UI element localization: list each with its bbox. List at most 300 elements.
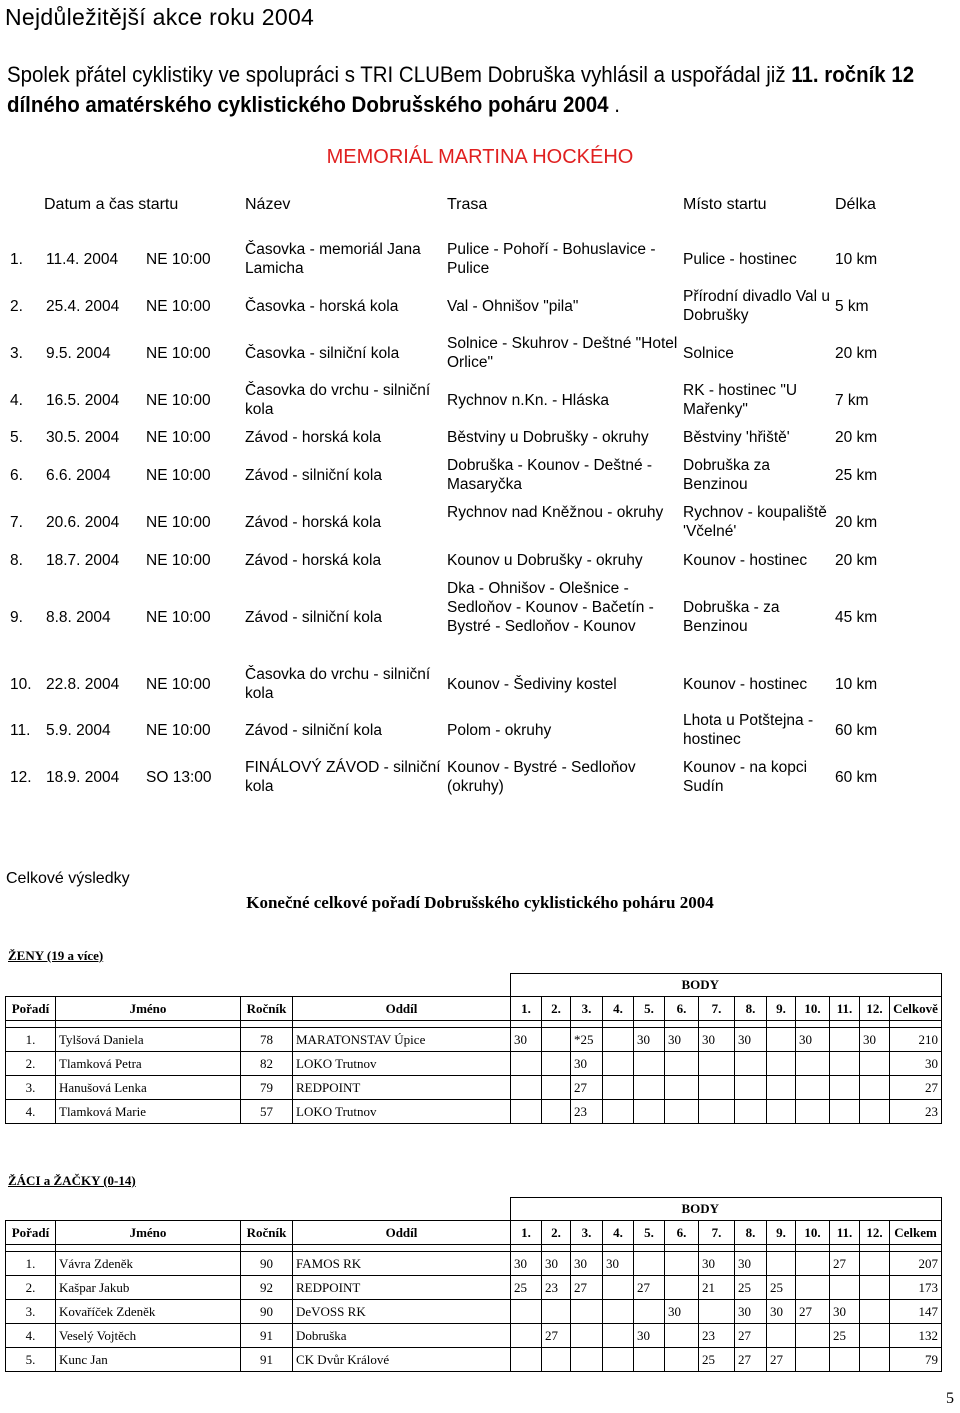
- youth-cell-r5-c16: [860, 1348, 890, 1372]
- schedule-row-11-length: 60 km: [835, 721, 878, 739]
- youth-cell-r1-c3: 90: [241, 1252, 293, 1276]
- youth-cell-r1-c2: Vávra Zdeněk: [56, 1252, 241, 1276]
- table-row: [6, 1276, 942, 1300]
- schedule-row-6-name: Závod - silniční kola: [245, 466, 382, 484]
- schedule-row-12-num: 12.: [10, 768, 32, 786]
- youth-cell-r3-c11: [699, 1300, 735, 1324]
- youth-body-label: BODY: [511, 1198, 890, 1221]
- schedule-row-4-length: 7 km: [835, 391, 869, 409]
- women-header-8: 4.: [603, 997, 634, 1021]
- youth-cell-r1-c16: [860, 1252, 890, 1276]
- women-cell-r2-c7: 30: [571, 1052, 603, 1076]
- intro-text-end: .: [608, 92, 620, 117]
- youth-cell-r1-c6: 30: [542, 1252, 571, 1276]
- women-category-title: ŽENY (19 a více): [8, 948, 104, 963]
- schedule-row-8-name: Závod - horská kola: [245, 551, 382, 569]
- youth-cell-r2-c4: REDPOINT: [293, 1276, 511, 1300]
- schedule-row-5-name: Závod - horská kola: [245, 428, 382, 446]
- youth-cell-r3-c2: Kovaříček Zdeněk: [56, 1300, 241, 1324]
- youth-cell-r1-c7: 30: [571, 1252, 603, 1276]
- women-cell-r2-c17: 30: [890, 1052, 942, 1076]
- women-cell-r3-c15: [830, 1076, 860, 1100]
- women-cell-r2-c15: [830, 1052, 860, 1076]
- table-row: [6, 1348, 942, 1372]
- women-cell-r1-c7: *25: [571, 1028, 603, 1052]
- schedule-row-9-place: Dobruška - za Benzinou: [683, 599, 780, 635]
- schedule-row-1-time: NE 10:00: [146, 250, 211, 268]
- youth-cell-r3-c15: 30: [830, 1300, 860, 1324]
- youth-cell-r2-c3: 92: [241, 1276, 293, 1300]
- women-cell-r2-c2: Tlamková Petra: [56, 1052, 241, 1076]
- youth-cell-r1-c9: [634, 1252, 665, 1276]
- schedule-row-10-num: 10.: [10, 675, 32, 693]
- youth-cell-r2-c16: [860, 1276, 890, 1300]
- schedule-row-12-route: Kounov - Bystré - Sedloňov (okruhy): [447, 759, 636, 795]
- youth-cell-r2-c1: 2.: [6, 1276, 56, 1300]
- schedule-row-2-name: Časovka - horská kola: [245, 297, 399, 315]
- women-header-12: 8.: [735, 997, 767, 1021]
- schedule-row-11-name: Závod - silniční kola: [245, 721, 382, 739]
- women-cell-r3-c13: [767, 1076, 796, 1100]
- schedule-row-6-num: 6.: [10, 466, 23, 484]
- schedule-row-1-length: 10 km: [835, 250, 878, 268]
- table-row: [6, 1252, 942, 1276]
- youth-cell-r1-c14: [796, 1252, 830, 1276]
- women-header-16: 12.: [860, 997, 890, 1021]
- youth-header-11: 7.: [699, 1221, 735, 1245]
- schedule-row-1-num: 1.: [10, 250, 23, 268]
- schedule-row-2-route: Val - Ohnišov "pila": [447, 297, 579, 315]
- youth-header-14: 10.: [796, 1221, 830, 1245]
- youth-cell-r3-c9: [634, 1300, 665, 1324]
- table-row: [6, 1052, 942, 1076]
- youth-cell-r4-c16: [860, 1324, 890, 1348]
- youth-cell-r4-c12: 27: [735, 1324, 767, 1348]
- youth-cell-r2-c7: 27: [571, 1276, 603, 1300]
- women-cell-r3-c16: [860, 1076, 890, 1100]
- schedule-row-3-place: Solnice: [683, 344, 734, 362]
- women-cell-r3-c6: [542, 1076, 571, 1100]
- youth-header-6: 2.: [542, 1221, 571, 1245]
- women-cell-r3-c3: 79: [241, 1076, 293, 1100]
- youth-cell-r5-c7: [571, 1348, 603, 1372]
- youth-cell-r1-c10: [665, 1252, 699, 1276]
- youth-header-10: 6.: [665, 1221, 699, 1245]
- schedule-row-12-name: FINÁLOVÝ ZÁVOD - silniční kola: [245, 759, 441, 795]
- schedule-row-3-length: 20 km: [835, 344, 878, 362]
- intro-paragraph: [7, 60, 915, 120]
- women-header-17: Celkově: [890, 997, 942, 1021]
- schedule-row-2-place: Přírodní divadlo Val u Dobrušky: [683, 288, 831, 324]
- youth-cell-r5-c4: CK Dvůr Králové: [293, 1348, 511, 1372]
- schedule-row-4-date: 16.5. 2004: [46, 391, 120, 409]
- youth-cell-r1-c15: 27: [830, 1252, 860, 1276]
- youth-cell-r3-c8: [603, 1300, 634, 1324]
- schedule-row-6-time: NE 10:00: [146, 466, 211, 484]
- youth-header-8: 4.: [603, 1221, 634, 1245]
- schedule-row-4-place: RK - hostinec "U Mařenky": [683, 382, 798, 418]
- intro-text: Spolek přátel cyklistiky ve spolupráci s TRI CLUBem Dobruška vyhlásil a uspořádal již: [7, 62, 792, 87]
- schedule-row-2-date: 25.4. 2004: [46, 297, 120, 315]
- youth-cell-r3-c4: DeVOSS RK: [293, 1300, 511, 1324]
- schedule-row-7-name: Závod - horská kola: [245, 513, 382, 531]
- schedule-row-12-date: 18.9. 2004: [46, 768, 120, 786]
- schedule-row-1-name: Časovka - memoriál Jana Lamicha: [245, 241, 421, 277]
- youth-cell-r4-c14: [796, 1324, 830, 1348]
- women-cell-r4-c17: 23: [890, 1100, 942, 1124]
- youth-cell-r2-c6: 23: [542, 1276, 571, 1300]
- youth-cell-r1-c17: 207: [890, 1252, 942, 1276]
- youth-cell-r5-c14: [796, 1348, 830, 1372]
- women-cell-r2-c8: [603, 1052, 634, 1076]
- schedule-row-2-length: 5 km: [835, 297, 869, 315]
- women-cell-r3-c5: [511, 1076, 542, 1100]
- women-cell-r1-c13: [767, 1028, 796, 1052]
- youth-cell-r5-c15: [830, 1348, 860, 1372]
- youth-cell-r2-c5: 25: [511, 1276, 542, 1300]
- schedule-row-2-time: NE 10:00: [146, 297, 211, 315]
- women-cell-r1-c1: 1.: [6, 1028, 56, 1052]
- schedule-row-8-length: 20 km: [835, 551, 878, 569]
- youth-header-7: 3.: [571, 1221, 603, 1245]
- schedule-row-7-length: 20 km: [835, 513, 878, 531]
- youth-cell-r5-c11: 25: [699, 1348, 735, 1372]
- schedule-row-8-date: 18.7. 2004: [46, 551, 120, 569]
- youth-results-table: [5, 1197, 942, 1372]
- women-cell-r2-c10: [665, 1052, 699, 1076]
- women-cell-r2-c9: [634, 1052, 665, 1076]
- youth-cell-r1-c12: 30: [735, 1252, 767, 1276]
- schedule-row-9-route: Dka - Ohnišov - Olešnice - Sedloňov - Kounov - Bačetín - Bystré - Sedloňov - Kounov: [447, 580, 654, 635]
- youth-header-1: Pořadí: [6, 1221, 56, 1245]
- schedule-row-7-date: 20.6. 2004: [46, 513, 120, 531]
- schedule-row-10-time: NE 10:00: [146, 675, 211, 693]
- schedule-row-12-time: SO 13:00: [146, 768, 212, 786]
- youth-cell-r4-c11: 23: [699, 1324, 735, 1348]
- schedule-row-10-place: Kounov - hostinec: [683, 675, 808, 693]
- schedule-row-5-num: 5.: [10, 428, 23, 446]
- schedule-row-12-place: Kounov - na kopci Sudín: [683, 759, 808, 795]
- women-body-row: [6, 974, 942, 997]
- youth-cell-r3-c7: [571, 1300, 603, 1324]
- youth-header-row: [6, 1221, 942, 1245]
- schedule-row-11-date: 5.9. 2004: [46, 721, 111, 739]
- youth-cell-r4-c15: 25: [830, 1324, 860, 1348]
- youth-cell-r5-c9: [634, 1348, 665, 1372]
- schedule-row-11-route: Polom - okruhy: [447, 721, 552, 739]
- women-cell-r2-c3: 82: [241, 1052, 293, 1076]
- youth-cell-r2-c11: 21: [699, 1276, 735, 1300]
- women-cell-r2-c6: [542, 1052, 571, 1076]
- schedule-header-place: Místo startu: [683, 196, 767, 213]
- women-header-15: 11.: [830, 997, 860, 1021]
- schedule-row-6-place: Dobruška za Benzinou: [683, 457, 771, 493]
- women-cell-r4-c16: [860, 1100, 890, 1124]
- women-cell-r2-c14: [796, 1052, 830, 1076]
- women-header-9: 5.: [634, 997, 665, 1021]
- women-header-3: Ročník: [241, 997, 293, 1021]
- schedule-row-9-length: 45 km: [835, 608, 878, 626]
- schedule-row-1-date: 11.4. 2004: [46, 250, 119, 268]
- women-header-4: Oddíl: [293, 997, 511, 1021]
- youth-header-2: Jméno: [56, 1221, 241, 1245]
- women-cell-r1-c12: 30: [735, 1028, 767, 1052]
- women-cell-r1-c3: 78: [241, 1028, 293, 1052]
- youth-cell-r2-c17: 173: [890, 1276, 942, 1300]
- youth-cell-r5-c13: 27: [767, 1348, 796, 1372]
- women-cell-r4-c5: [511, 1100, 542, 1124]
- youth-cell-r1-c8: 30: [603, 1252, 634, 1276]
- youth-cell-r4-c17: 132: [890, 1324, 942, 1348]
- schedule-row-7-num: 7.: [10, 513, 23, 531]
- youth-cell-r3-c6: [542, 1300, 571, 1324]
- schedule-row-7-time: NE 10:00: [146, 513, 211, 531]
- schedule-row-11-place: Lhota u Potštejna - hostinec: [683, 712, 814, 748]
- schedule-row-5-length: 20 km: [835, 428, 878, 446]
- youth-cell-r3-c14: 27: [796, 1300, 830, 1324]
- women-cell-r2-c1: 2.: [6, 1052, 56, 1076]
- youth-cell-r4-c8: [603, 1324, 634, 1348]
- women-cell-r3-c4: REDPOINT: [293, 1076, 511, 1100]
- women-cell-r1-c6: [542, 1028, 571, 1052]
- youth-cell-r2-c14: [796, 1276, 830, 1300]
- women-cell-r3-c8: [603, 1076, 634, 1100]
- women-cell-r1-c2: Tylšová Daniela: [56, 1028, 241, 1052]
- youth-header-4: Oddíl: [293, 1221, 511, 1245]
- schedule-row-5-date: 30.5. 2004: [46, 428, 120, 446]
- schedule-row-4-route: Rychnov n.Kn. - Hláska: [447, 391, 609, 409]
- schedule-row-4-num: 4.: [10, 391, 23, 409]
- schedule-row-10-name: Časovka do vrchu - silniční kola: [245, 666, 431, 702]
- women-cell-r4-c6: [542, 1100, 571, 1124]
- youth-cell-r1-c4: FAMOS RK: [293, 1252, 511, 1276]
- schedule-row-5-place: Běstviny 'hřiště': [683, 428, 790, 446]
- women-cell-r1-c4: MARATONSTAV Úpice: [293, 1028, 511, 1052]
- youth-cell-r4-c4: Dobruška: [293, 1324, 511, 1348]
- youth-header-5: 1.: [511, 1221, 542, 1245]
- women-cell-r4-c10: [665, 1100, 699, 1124]
- youth-cell-r2-c10: [665, 1276, 699, 1300]
- women-cell-r4-c1: 4.: [6, 1100, 56, 1124]
- youth-cell-r2-c13: 25: [767, 1276, 796, 1300]
- youth-cell-r1-c1: 1.: [6, 1252, 56, 1276]
- youth-cell-r3-c12: 30: [735, 1300, 767, 1324]
- youth-cell-r3-c1: 3.: [6, 1300, 56, 1324]
- women-header-13: 9.: [767, 997, 796, 1021]
- table-row: [6, 1100, 942, 1124]
- youth-header-9: 5.: [634, 1221, 665, 1245]
- schedule-row-8-num: 8.: [10, 551, 23, 569]
- women-cell-r3-c12: [735, 1076, 767, 1100]
- youth-cell-r2-c9: 27: [634, 1276, 665, 1300]
- youth-body-row: [6, 1198, 942, 1221]
- schedule-row-7-place: Rychnov - koupaliště 'Včelné': [683, 504, 827, 540]
- women-cell-r1-c15: [830, 1028, 860, 1052]
- schedule-row-1-place: Pulice - hostinec: [683, 250, 797, 268]
- schedule-row-10-length: 10 km: [835, 675, 878, 693]
- women-cell-r1-c17: 210: [890, 1028, 942, 1052]
- women-cell-r4-c13: [767, 1100, 796, 1124]
- schedule-row-5-route: Běstviny u Dobrušky - okruhy: [447, 428, 649, 446]
- youth-cell-r4-c9: 30: [634, 1324, 665, 1348]
- women-cell-r2-c11: [699, 1052, 735, 1076]
- youth-cell-r5-c17: 79: [890, 1348, 942, 1372]
- youth-cell-r1-c13: [767, 1252, 796, 1276]
- youth-cell-r4-c2: Veselý Vojtěch: [56, 1324, 241, 1348]
- youth-header-12: 8.: [735, 1221, 767, 1245]
- youth-cell-r5-c2: Kunc Jan: [56, 1348, 241, 1372]
- schedule-row-9-name: Závod - silniční kola: [245, 608, 382, 626]
- youth-cell-r5-c6: [542, 1348, 571, 1372]
- women-cell-r2-c12: [735, 1052, 767, 1076]
- women-cell-r4-c2: Tlamková Marie: [56, 1100, 241, 1124]
- schedule-row-8-place: Kounov - hostinec: [683, 551, 808, 569]
- results-section-label: Celkové výsledky: [6, 870, 130, 887]
- women-body-label: BODY: [511, 974, 890, 997]
- women-cell-r4-c9: [634, 1100, 665, 1124]
- women-cell-r3-c9: [634, 1076, 665, 1100]
- schedule-row-3-name: Časovka - silniční kola: [245, 344, 400, 362]
- youth-cell-r3-c3: 90: [241, 1300, 293, 1324]
- women-cell-r1-c9: 30: [634, 1028, 665, 1052]
- women-cell-r3-c17: 27: [890, 1076, 942, 1100]
- schedule-row-9-num: 9.: [10, 608, 23, 626]
- youth-header-13: 9.: [767, 1221, 796, 1245]
- women-cell-r4-c3: 57: [241, 1100, 293, 1124]
- youth-cell-r4-c5: [511, 1324, 542, 1348]
- youth-cell-r4-c6: 27: [542, 1324, 571, 1348]
- women-cell-r4-c7: 23: [571, 1100, 603, 1124]
- women-header-14: 10.: [796, 997, 830, 1021]
- women-header-2: Jméno: [56, 997, 241, 1021]
- youth-header-3: Ročník: [241, 1221, 293, 1245]
- youth-cell-r4-c10: [665, 1324, 699, 1348]
- schedule-row-11-time: NE 10:00: [146, 721, 211, 739]
- women-cell-r2-c4: LOKO Trutnov: [293, 1052, 511, 1076]
- women-results-table: [5, 973, 942, 1124]
- schedule-row-6-length: 25 km: [835, 466, 878, 484]
- youth-cell-r2-c2: Kašpar Jakub: [56, 1276, 241, 1300]
- women-cell-r2-c13: [767, 1052, 796, 1076]
- youth-category-title: ŽÁCI a ŽAČKY (0-14): [8, 1173, 136, 1188]
- women-header-1: Pořadí: [6, 997, 56, 1021]
- schedule-row-9-time: NE 10:00: [146, 608, 211, 626]
- schedule-row-3-route: Solnice - Skuhrov - Deštné "Hotel Orlice": [447, 335, 678, 371]
- women-cell-r1-c14: 30: [796, 1028, 830, 1052]
- schedule-row-3-date: 9.5. 2004: [46, 344, 111, 362]
- table-row: [6, 1028, 942, 1052]
- youth-cell-r5-c5: [511, 1348, 542, 1372]
- schedule-row-6-route: Dobruška - Kounov - Deštné - Masaryčka: [447, 457, 653, 493]
- schedule-row-7-route: Rychnov nad Kněžnou - okruhy: [447, 504, 664, 521]
- women-cell-r3-c2: Hanušová Lenka: [56, 1076, 241, 1100]
- youth-cell-r3-c5: [511, 1300, 542, 1324]
- youth-cell-r3-c17: 147: [890, 1300, 942, 1324]
- women-cell-r2-c5: [511, 1052, 542, 1076]
- schedule-row-5-time: NE 10:00: [146, 428, 211, 446]
- schedule-row-10-date: 22.8. 2004: [46, 675, 120, 693]
- table-row: [6, 1300, 942, 1324]
- women-header-7: 3.: [571, 997, 603, 1021]
- schedule-row-8-time: NE 10:00: [146, 551, 211, 569]
- youth-cell-r3-c10: 30: [665, 1300, 699, 1324]
- schedule-row-3-time: NE 10:00: [146, 344, 211, 362]
- schedule-row-4-name: Časovka do vrchu - silniční kola: [245, 382, 431, 418]
- youth-cell-r2-c15: [830, 1276, 860, 1300]
- women-cell-r1-c10: 30: [665, 1028, 699, 1052]
- schedule-row-11-num: 11.: [10, 721, 31, 739]
- youth-cell-r1-c11: 30: [699, 1252, 735, 1276]
- youth-cell-r5-c10: [665, 1348, 699, 1372]
- women-cell-r3-c1: 3.: [6, 1076, 56, 1100]
- table-row: [6, 1076, 942, 1100]
- table-row: [6, 1324, 942, 1348]
- women-cell-r1-c8: [603, 1028, 634, 1052]
- women-header-6: 2.: [542, 997, 571, 1021]
- women-cell-r4-c15: [830, 1100, 860, 1124]
- youth-cell-r1-c5: 30: [511, 1252, 542, 1276]
- youth-cell-r3-c16: [860, 1300, 890, 1324]
- schedule-row-8-route: Kounov u Dobrušky - okruhy: [447, 551, 643, 569]
- women-cell-r4-c14: [796, 1100, 830, 1124]
- schedule-header-length: Délka: [835, 196, 876, 213]
- schedule-row-12-length: 60 km: [835, 768, 878, 786]
- schedule-header-route: Trasa: [447, 196, 488, 213]
- youth-cell-r4-c3: 91: [241, 1324, 293, 1348]
- women-cell-r1-c5: 30: [511, 1028, 542, 1052]
- schedule-row-6-date: 6.6. 2004: [46, 466, 111, 484]
- women-header-11: 7.: [699, 997, 735, 1021]
- youth-cell-r2-c12: 25: [735, 1276, 767, 1300]
- women-cell-r3-c14: [796, 1076, 830, 1100]
- memorial-heading: MEMORIÁL MARTINA HOCKÉHO: [326, 146, 634, 168]
- women-header-5: 1.: [511, 997, 542, 1021]
- women-cell-r3-c10: [665, 1076, 699, 1100]
- youth-cell-r5-c8: [603, 1348, 634, 1372]
- youth-cell-r5-c3: 91: [241, 1348, 293, 1372]
- schedule-header-date: Datum a čas startu: [44, 196, 179, 213]
- women-header-row: [6, 997, 942, 1021]
- schedule-row-3-num: 3.: [10, 344, 23, 362]
- women-cell-r2-c16: [860, 1052, 890, 1076]
- results-title: Konečné celkové pořadí Dobrušského cyklistického poháru 2004: [246, 893, 714, 912]
- schedule-header-name: Název: [245, 196, 291, 213]
- schedule-row-4-time: NE 10:00: [146, 391, 211, 409]
- youth-cell-r3-c13: 30: [767, 1300, 796, 1324]
- women-header-10: 6.: [665, 997, 699, 1021]
- women-cell-r1-c11: 30: [699, 1028, 735, 1052]
- women-cell-r4-c8: [603, 1100, 634, 1124]
- youth-cell-r4-c13: [767, 1324, 796, 1348]
- women-cell-r1-c16: 30: [860, 1028, 890, 1052]
- youth-cell-r2-c8: [603, 1276, 634, 1300]
- women-cell-r4-c11: [699, 1100, 735, 1124]
- women-cell-r4-c12: [735, 1100, 767, 1124]
- youth-cell-r5-c1: 5.: [6, 1348, 56, 1372]
- schedule-row-10-route: Kounov - Šediviny kostel: [447, 675, 617, 693]
- youth-header-15: 11.: [830, 1221, 860, 1245]
- youth-header-16: 12.: [860, 1221, 890, 1245]
- women-cell-r3-c11: [699, 1076, 735, 1100]
- intro-bold-1: 11. ročník 12: [791, 62, 915, 87]
- youth-cell-r5-c12: 27: [735, 1348, 767, 1372]
- intro-bold-2: dílného amatérského cyklistického Dobrušského poháru 2004: [7, 92, 609, 117]
- schedule-row-9-date: 8.8. 2004: [46, 608, 111, 626]
- page-title: Nejdůležitější akce roku 2004: [5, 4, 315, 30]
- schedule-row-2-num: 2.: [10, 297, 23, 315]
- youth-header-17: Celkem: [890, 1221, 942, 1245]
- women-cell-r3-c7: 27: [571, 1076, 603, 1100]
